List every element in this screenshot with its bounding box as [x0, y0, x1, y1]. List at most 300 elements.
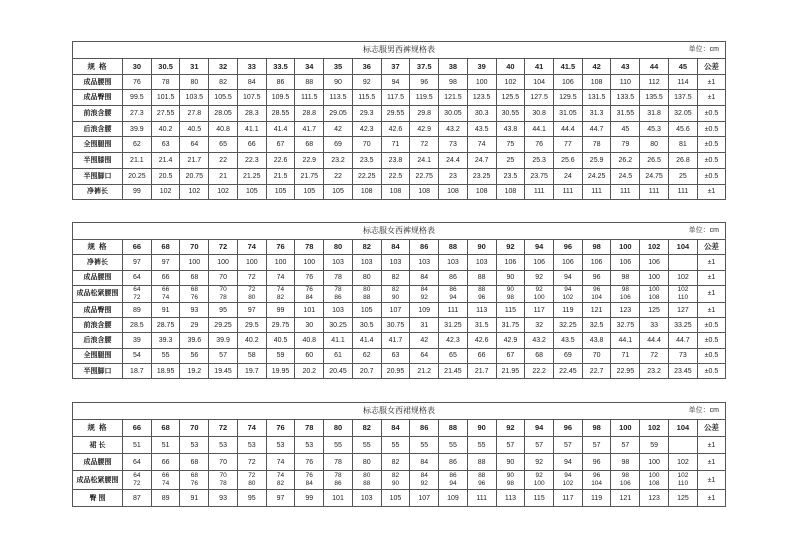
value-cell: 98	[611, 270, 640, 285]
value-cell: 24.7	[467, 153, 496, 169]
table-row	[73, 121, 726, 137]
value-cell: 24.4	[439, 153, 468, 169]
value-cell: 31.55	[611, 106, 640, 122]
table-row	[73, 255, 726, 270]
value-cell: 69	[324, 137, 353, 153]
spec-header-label: 规 格	[73, 420, 123, 437]
range-value	[334, 286, 341, 302]
value-cell: 109	[410, 302, 439, 317]
range-value	[133, 472, 140, 488]
value-cell: 59	[640, 437, 669, 454]
value-cell: 24.25	[582, 168, 611, 184]
range-low: 88	[478, 472, 486, 479]
value-cell: 92	[352, 74, 381, 90]
row-label: 成品松紧腰围	[73, 285, 123, 302]
range-value	[248, 472, 255, 488]
value-cell: 31.3	[582, 106, 611, 122]
value-cell: 76	[295, 270, 324, 285]
value-cell: 23.5	[496, 168, 525, 184]
size-header: 104	[668, 240, 697, 255]
range-high: 78	[219, 293, 227, 301]
value-cell: ±1	[697, 454, 725, 471]
value-cell: 23	[439, 168, 468, 184]
value-cell: 82	[381, 270, 410, 285]
size-header: 98	[582, 420, 611, 437]
range-cell	[410, 471, 439, 490]
value-cell: 68	[525, 348, 554, 363]
value-cell: 66	[151, 454, 180, 471]
value-cell: 86	[266, 74, 295, 90]
value-cell: 80	[352, 270, 381, 285]
value-cell: 18.7	[123, 364, 152, 379]
value-cell: 101	[295, 302, 324, 317]
unit-label: 单位：cm	[688, 407, 719, 414]
value-cell: ±0.5	[697, 121, 725, 137]
value-cell: 22.6	[266, 153, 295, 169]
range-cell	[123, 471, 152, 490]
value-cell: ±0.5	[697, 168, 725, 184]
value-cell: 80	[352, 454, 381, 471]
value-cell: 51	[151, 437, 180, 454]
size-header: 80	[324, 420, 353, 437]
table-row	[73, 437, 726, 454]
value-cell: 70	[582, 348, 611, 363]
value-cell: 25.9	[582, 153, 611, 169]
range-value	[219, 472, 226, 488]
value-cell: 99	[123, 184, 152, 200]
range-cell	[266, 285, 295, 302]
value-cell: 57	[582, 437, 611, 454]
value-cell: 53	[295, 437, 324, 454]
men-trousers-spec-table	[72, 41, 726, 200]
range-cell	[237, 471, 266, 490]
women-skirt-spec-table	[72, 402, 726, 507]
value-cell: 88	[467, 270, 496, 285]
value-cell: 105	[237, 184, 266, 200]
range-value	[306, 472, 313, 488]
value-cell: ±0.5	[697, 333, 725, 348]
range-low: 64	[133, 285, 141, 293]
value-cell: 30.55	[496, 106, 525, 122]
table-row	[73, 318, 726, 333]
size-header: 76	[266, 240, 295, 255]
range-value	[649, 286, 660, 302]
size-header: 35	[324, 59, 353, 75]
size-header: 82	[352, 240, 381, 255]
value-cell: 78	[151, 74, 180, 90]
range-low: 98	[621, 472, 629, 479]
value-cell: 119	[554, 302, 583, 317]
row-label: 净裤长	[73, 255, 123, 270]
value-cell: 40.8	[295, 333, 324, 348]
value-cell: 22.2	[525, 364, 554, 379]
value-cell: 43.8	[582, 333, 611, 348]
size-header: 31	[180, 59, 209, 75]
value-cell: 92	[525, 270, 554, 285]
value-cell: 112	[640, 74, 669, 90]
value-cell: 113.5	[324, 90, 353, 106]
value-cell: 107	[410, 490, 439, 507]
value-cell: 29.8	[410, 106, 439, 122]
value-cell: 30.75	[381, 318, 410, 333]
unit-label: 单位：cm	[688, 46, 719, 53]
value-cell: 23.45	[668, 364, 697, 379]
value-cell: 72	[237, 270, 266, 285]
value-cell: 78	[582, 137, 611, 153]
range-cell	[151, 285, 180, 302]
size-header: 78	[295, 420, 324, 437]
row-label: 全围腿围	[73, 137, 123, 153]
size-header: 100	[611, 420, 640, 437]
range-value	[562, 286, 573, 302]
range-low: 70	[219, 285, 227, 293]
size-header: 34	[295, 59, 324, 75]
value-cell: 32.5	[582, 318, 611, 333]
value-cell: 89	[123, 302, 152, 317]
table-row	[73, 348, 726, 363]
size-header: 66	[123, 240, 152, 255]
table-row	[73, 168, 726, 184]
range-high: 110	[677, 293, 689, 301]
size-header: 43	[611, 59, 640, 75]
value-cell: 24.75	[640, 168, 669, 184]
value-cell: 111	[525, 184, 554, 200]
value-cell: 29.75	[266, 318, 295, 333]
range-value	[677, 286, 688, 302]
value-cell: 22.7	[582, 364, 611, 379]
row-label: 成品腰围	[73, 74, 123, 90]
value-cell: 117	[525, 302, 554, 317]
value-cell: 73	[439, 137, 468, 153]
range-high: 106	[619, 480, 631, 487]
range-cell	[324, 285, 353, 302]
value-cell: 20.75	[180, 168, 209, 184]
value-cell: 96	[582, 454, 611, 471]
range-cell	[266, 471, 295, 490]
value-cell: 99.5	[123, 90, 152, 106]
value-cell: 119.5	[410, 90, 439, 106]
value-cell: 113	[467, 302, 496, 317]
value-cell: 106	[640, 255, 669, 270]
size-header: 30	[123, 59, 152, 75]
value-cell: 28.5	[123, 318, 152, 333]
value-cell: 24.1	[410, 153, 439, 169]
table-row	[73, 471, 726, 490]
value-cell: 82	[381, 454, 410, 471]
range-low: 82	[391, 285, 400, 293]
size-header: 74	[237, 420, 266, 437]
range-high: 90	[391, 480, 400, 487]
value-cell: 45	[611, 121, 640, 137]
range-low: 88	[478, 285, 486, 293]
value-cell: 103	[352, 255, 381, 270]
value-cell: 111	[582, 184, 611, 200]
value-cell: 21.45	[439, 364, 468, 379]
range-high: 102	[562, 293, 574, 301]
value-cell: 32	[525, 318, 554, 333]
range-low: 70	[219, 472, 227, 479]
range-cell	[496, 471, 525, 490]
range-cell	[209, 471, 238, 490]
size-header: 41.5	[554, 59, 583, 75]
value-cell: 106	[582, 255, 611, 270]
range-low: 102	[677, 472, 689, 479]
value-cell: 20.25	[123, 168, 152, 184]
value-cell: 23.2	[324, 153, 353, 169]
table-title-cell	[73, 223, 726, 240]
range-high: 80	[248, 293, 256, 301]
range-high: 72	[133, 480, 141, 487]
value-cell: 41.7	[295, 121, 324, 137]
value-cell: 91	[151, 302, 180, 317]
value-cell: 107	[381, 302, 410, 317]
range-value	[162, 472, 169, 488]
range-value	[421, 286, 428, 302]
value-cell: 59	[266, 348, 295, 363]
table-title-cell	[73, 403, 726, 420]
size-header: 36	[352, 59, 381, 75]
value-cell: 29.3	[352, 106, 381, 122]
value-cell: 90	[496, 270, 525, 285]
value-cell: 78	[324, 454, 353, 471]
table-title: 标志服女西裤规格表	[363, 226, 435, 235]
range-high: 98	[506, 293, 515, 301]
value-cell: 97	[151, 255, 180, 270]
range-cell	[668, 471, 697, 490]
range-cell	[237, 285, 266, 302]
range-high: 74	[161, 480, 170, 487]
value-cell: 18.95	[151, 364, 180, 379]
value-cell: 23.2	[640, 364, 669, 379]
value-cell: 105	[266, 184, 295, 200]
unit-label: 单位：cm	[688, 227, 719, 234]
value-cell: 31.8	[640, 106, 669, 122]
value-cell: 20.45	[324, 364, 353, 379]
size-header: 40	[496, 59, 525, 75]
value-cell: 78	[324, 270, 353, 285]
value-cell: 99	[295, 490, 324, 507]
table-row	[73, 90, 726, 106]
value-cell: 57	[611, 437, 640, 454]
value-cell: 19.7	[237, 364, 266, 379]
value-cell: 86	[439, 454, 468, 471]
value-cell: 62	[352, 348, 381, 363]
range-cell	[180, 471, 209, 490]
value-cell: ±1	[697, 471, 725, 490]
range-high: 96	[478, 293, 486, 301]
size-header: 92	[496, 240, 525, 255]
value-cell: 65	[439, 348, 468, 363]
range-cell	[352, 285, 381, 302]
range-value	[392, 472, 399, 488]
value-cell: 102	[668, 454, 697, 471]
range-cell	[525, 285, 554, 302]
value-cell: ±1	[697, 302, 725, 317]
value-cell: 28.05	[209, 106, 238, 122]
table-row	[73, 333, 726, 348]
value-cell: 68	[295, 137, 324, 153]
row-label: 前浪含腰	[73, 106, 123, 122]
value-cell: 94	[554, 454, 583, 471]
value-cell: ±1	[697, 90, 725, 106]
range-value	[162, 286, 169, 302]
value-cell: 66	[151, 270, 180, 285]
value-cell: 21.4	[151, 153, 180, 169]
value-cell: 102	[151, 184, 180, 200]
range-cell	[668, 285, 697, 302]
range-high: 108	[648, 480, 660, 487]
value-cell: 31	[410, 318, 439, 333]
value-cell: 62	[123, 137, 152, 153]
range-cell	[582, 471, 611, 490]
table-row	[73, 74, 726, 90]
value-cell: 43.2	[525, 333, 554, 348]
table-title-row	[73, 403, 726, 420]
range-cell	[439, 285, 468, 302]
size-header: 92	[496, 420, 525, 437]
value-cell: 25.3	[525, 153, 554, 169]
value-cell: 21.7	[467, 364, 496, 379]
value-cell: 108	[467, 184, 496, 200]
size-header: 72	[209, 240, 238, 255]
value-cell: 77	[554, 137, 583, 153]
table-row	[73, 364, 726, 379]
value-cell: 29.05	[324, 106, 353, 122]
value-cell: 42.6	[467, 333, 496, 348]
value-cell: 82	[209, 74, 238, 90]
range-low: 72	[248, 285, 256, 293]
row-label: 后浪含腰	[73, 333, 123, 348]
value-cell: 68	[180, 270, 209, 285]
table-row	[73, 454, 726, 471]
value-cell: 64	[410, 348, 439, 363]
men-trousers-table-wrap	[72, 41, 726, 200]
value-cell: 31.25	[439, 318, 468, 333]
value-cell: 61	[324, 348, 353, 363]
value-cell: 55	[381, 437, 410, 454]
value-cell: 19.2	[180, 364, 209, 379]
value-cell: 115	[525, 490, 554, 507]
value-cell: 88	[467, 454, 496, 471]
value-cell: 105	[381, 490, 410, 507]
value-cell: 125	[668, 490, 697, 507]
size-header: 42	[582, 59, 611, 75]
value-cell: 72	[640, 348, 669, 363]
range-value	[248, 286, 255, 302]
range-low: 66	[161, 472, 170, 479]
value-cell: 25.6	[554, 153, 583, 169]
value-cell: 103	[324, 255, 353, 270]
table-row	[73, 184, 726, 200]
size-header: 90	[467, 240, 496, 255]
row-label: 后浪含腰	[73, 121, 123, 137]
value-cell: 72	[410, 137, 439, 153]
range-value	[363, 286, 370, 302]
value-cell: 96	[582, 270, 611, 285]
value-cell: 67	[266, 137, 295, 153]
table-row	[73, 302, 726, 317]
range-value	[449, 286, 456, 302]
value-cell: 84	[410, 454, 439, 471]
range-cell	[611, 471, 640, 490]
value-cell: 110	[611, 74, 640, 90]
tolerance-header: 公差	[697, 240, 725, 255]
value-cell: 27.55	[151, 106, 180, 122]
value-cell: 23.5	[352, 153, 381, 169]
value-cell: 63	[381, 348, 410, 363]
value-cell: 99	[266, 302, 295, 317]
row-label: 成品腰围	[73, 454, 123, 471]
table-row	[73, 285, 726, 302]
value-cell: 101	[324, 490, 353, 507]
value-cell: 39.6	[180, 333, 209, 348]
value-cell: 41.1	[324, 333, 353, 348]
range-value	[507, 472, 514, 488]
value-cell: 93	[209, 490, 238, 507]
value-cell: 71	[611, 348, 640, 363]
value-cell: 103.5	[180, 90, 209, 106]
value-cell: 31.75	[496, 318, 525, 333]
value-cell: 111	[668, 184, 697, 200]
value-cell: 30	[295, 318, 324, 333]
value-cell: 30.25	[324, 318, 353, 333]
value-cell: 22	[209, 153, 238, 169]
range-high: 84	[305, 293, 313, 301]
size-header: 84	[381, 420, 410, 437]
value-cell: 42.9	[496, 333, 525, 348]
range-cell	[554, 285, 583, 302]
value-cell: 57	[496, 437, 525, 454]
range-low: 92	[535, 472, 543, 479]
table-title: 标志服男西裤规格表	[363, 45, 435, 54]
value-cell: 79	[611, 137, 640, 153]
value-cell: 30.3	[467, 106, 496, 122]
value-cell: ±1	[697, 270, 725, 285]
range-value	[649, 472, 660, 488]
size-header: 86	[410, 240, 439, 255]
value-cell: 103	[324, 302, 353, 317]
value-cell: 95	[237, 490, 266, 507]
empty-cell	[668, 437, 697, 454]
value-cell: 28.3	[237, 106, 266, 122]
range-high: 96	[478, 480, 486, 487]
value-cell: 21.75	[295, 168, 324, 184]
range-low: 84	[420, 472, 428, 479]
value-cell: 98	[611, 454, 640, 471]
value-cell: 106	[611, 255, 640, 270]
value-cell: 133.5	[611, 90, 640, 106]
value-cell: 104	[525, 74, 554, 90]
row-label: 半围脚口	[73, 168, 123, 184]
value-cell: 53	[180, 437, 209, 454]
table-title-row	[73, 223, 726, 240]
range-low: 66	[161, 285, 170, 293]
size-header: 68	[151, 240, 180, 255]
tolerance-header: 公差	[697, 420, 725, 437]
value-cell: 108	[410, 184, 439, 200]
size-header: 45	[668, 59, 697, 75]
range-cell	[381, 471, 410, 490]
range-cell	[381, 285, 410, 302]
value-cell: 21.2	[410, 364, 439, 379]
value-cell: 57	[554, 437, 583, 454]
range-high: 104	[591, 480, 603, 487]
value-cell: 111	[554, 184, 583, 200]
value-cell: 101.5	[151, 90, 180, 106]
range-value	[421, 472, 428, 488]
value-cell: 121	[611, 490, 640, 507]
value-cell: 24.5	[611, 168, 640, 184]
